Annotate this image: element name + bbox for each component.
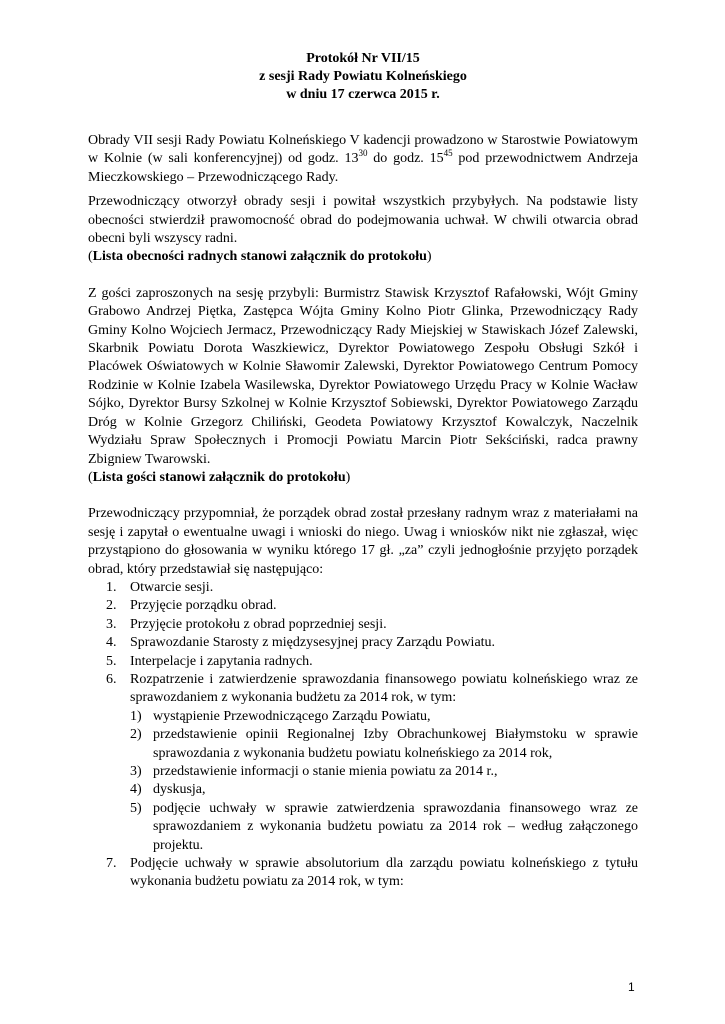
agenda-item-number: 5. xyxy=(106,653,117,669)
agenda-subitem-number: 5) xyxy=(130,800,142,816)
agenda-item-text: Przyjęcie protokołu z obrad poprzedniej sesji. xyxy=(130,616,387,632)
paren-close: ) xyxy=(426,249,432,265)
agenda-subitem-text: przedstawienie informacji o stanie mienia powiatu za 2014 r., xyxy=(153,764,498,779)
agenda-item xyxy=(88,579,638,597)
agenda-subitem-text: przedstawienie opinii Regionalnej Izby Obrachunkowej Białymstoku w sprawie sprawozdania z wykonania budżetu powiatu kolneńskiego za 2014 rok, xyxy=(153,727,638,761)
agenda-item-number: 7. xyxy=(106,856,117,872)
document-page xyxy=(88,50,638,892)
agenda-subitem-number: 3) xyxy=(130,764,142,779)
agenda-subitem-text: podjęcie uchwały w sprawie zatwierdzenia sprawozdania finansowego wraz ze sprawozdaniem z wykonania budżetu powiatu za 2014 rok – według załączonego projektu. xyxy=(153,800,638,853)
agenda-sublist xyxy=(130,708,638,855)
opening-paragraph: Przewodniczący otworzył obrady sesji i powitał wszystkich przybyłych. Na podstawie listy obecności stwierdził prawomocność obrad do podejmowania uchwał. W chwili otwarcia obrad obecni byli wszyscy radni. xyxy=(88,194,638,247)
agenda-item xyxy=(88,616,638,634)
paren-open: ( xyxy=(88,469,93,485)
agenda-item-text: Rozpatrzenie i zatwierdzenie sprawozdania finansowego powiatu kolneńskiego wraz ze sprawozdaniem z wykonania budżetu za 2014 rok, w tym: xyxy=(130,671,638,706)
attendance-attachment-text: Lista obecności radnych stanowi załącznik do protokołu xyxy=(92,249,427,265)
agenda-item xyxy=(88,634,638,652)
agenda-item-text: Przyjęcie porządku obrad. xyxy=(130,598,277,614)
intro-text-1: Obrady VII sesji Rady Powiatu Kolneńskiego V kadencji prowadzono w Starostwie Powiatowym w Kolnie (w sali konferencyjnej) od godz. 13 xyxy=(88,133,638,167)
agenda-subitem-text: wystąpienie Przewodniczącego Zarządu Powiatu, xyxy=(153,708,431,724)
agenda-subitem xyxy=(130,800,638,855)
paren-close: ) xyxy=(345,469,351,485)
agenda-item xyxy=(88,671,638,855)
agenda-subitem xyxy=(130,708,638,726)
guests-attachment-text: Lista gości stanowi załącznik do protokołu xyxy=(92,469,346,485)
agenda-item-text: Otwarcie sesji. xyxy=(130,579,214,595)
agenda-subitem-number: 1) xyxy=(130,708,142,724)
session-date: w dniu 17 czerwca 2015 r. xyxy=(286,87,440,102)
agenda-item-text: Sprawozdanie Starosty z międzysesyjnej pracy Zarządu Powiatu. xyxy=(130,635,496,651)
agenda-item xyxy=(88,855,638,892)
agenda-subitem-text: dyskusja, xyxy=(153,782,206,798)
time-start-minutes: 30 xyxy=(358,148,368,159)
agenda-item-number: 2. xyxy=(106,598,117,614)
agenda-item-text: Interpelacje i zapytania radnych. xyxy=(130,653,313,669)
intro-text-3: pod przewodnictwem Andrzeja Mieczkowskiego – Przewodniczącego Rady. xyxy=(88,151,638,185)
agenda-subitem-number: 2) xyxy=(130,727,142,743)
agenda-item xyxy=(88,653,638,671)
agenda-subitem xyxy=(130,763,638,781)
agenda-subitem-number: 4) xyxy=(130,782,142,798)
agenda-item-number: 1. xyxy=(106,579,117,595)
guests-note xyxy=(88,469,638,487)
agenda-list xyxy=(88,579,638,892)
agenda-intro-paragraph: Przewodniczący przypomniał, że porządek obrad został przesłany radnym wraz z materiałami na sesję i zapytał o ewentualne uwagi i wnioski do niego. Uwag i wniosków nikt nie zgłaszał, więc przystąpiono do głosowania w wyniku którego 17 gł. „za” czyli jednogłośnie przyjęto porządek obrad, który przedstawiał się następująco: xyxy=(88,506,638,577)
paren-open: ( xyxy=(88,249,93,265)
guests-paragraph: Z gości zaproszonych na sesję przybyli: Burmistrz Stawisk Krzysztof Rafałowski, Wójt Gminy Grabowo Andrzej Piętka, Zastępca Wójta Gminy Kolno Piotr Glinka, Przewodniczący Rady Gminy Kolno Wojciech Jermacz, Przewodniczący Rady Miejskiej w Stawiskach Józef Zalewski, Skarbnik Powiatu Dorota Waszkiewicz, Dyrektor Powiatowego Zespołu Obsługi Szkół i Placówek Oświatowych w Kolnie Sławomir Zalewski, Dyrektor Powiatowego Centrum Pomocy Rodzinie w Kolnie Izabela Wasilewska, Dyrektor Powiatowego Urzędu Pracy w Kolnie Wacław Sójko, Dyrektor Bursy Szkolnej w Kolnie Krzysztof Sobiewski, Dyrektor Powiatowego Zarządu Dróg w Kolnie Grzegorz Chiliński, Geodeta Powiatowy Krzysztof Kowalczyk, Naczelnik Wydziału Spraw Społecznych i Promocji Powiatu Marcin Piotr Sekściński, radca prawny Zbigniew Twarowski. xyxy=(88,285,638,467)
agenda-subitem xyxy=(130,726,638,763)
session-subtitle: z sesji Rady Powiatu Kolneńskiego xyxy=(259,69,467,84)
document-title: Protokół Nr VII/15 xyxy=(306,51,420,66)
page-number: 1 xyxy=(628,980,635,994)
intro-text-2: do godz. 15 xyxy=(367,151,444,167)
agenda-item-number: 6. xyxy=(106,671,117,687)
agenda-item-number: 3. xyxy=(106,616,117,632)
agenda-item xyxy=(88,597,638,615)
agenda-item-number: 4. xyxy=(106,635,117,651)
time-end-minutes: 45 xyxy=(443,148,453,159)
agenda-subitem xyxy=(130,781,638,799)
intro-paragraph xyxy=(88,132,638,187)
attendance-note xyxy=(88,248,638,266)
agenda-item-text: Podjęcie uchwały w sprawie absolutorium dla zarządu powiatu kolneńskiego z tytułu wykonania budżetu powiatu za 2014 rok, w tym: xyxy=(130,856,638,890)
